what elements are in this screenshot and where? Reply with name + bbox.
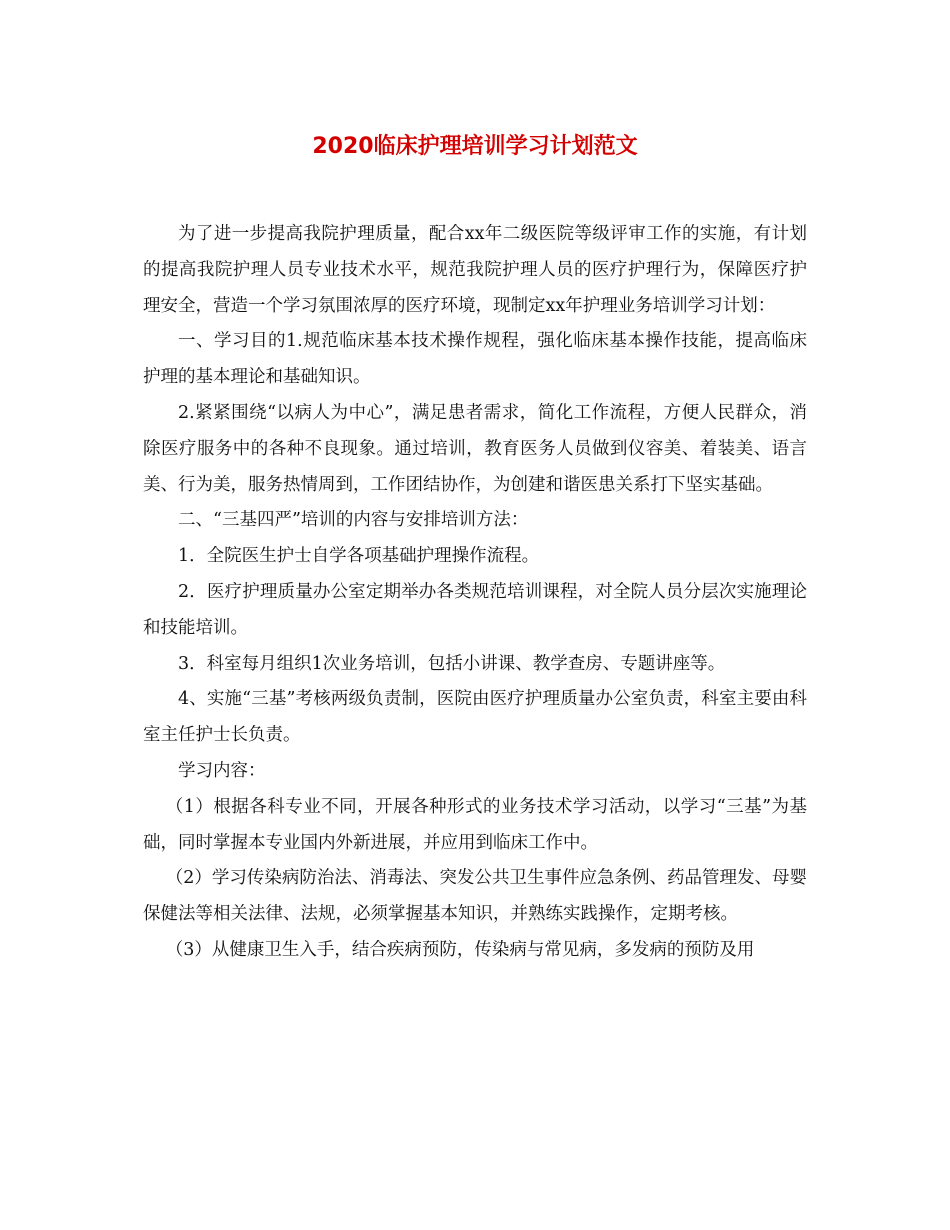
paragraph-method-3: 3．科室每月组织1次业务培训，包括小讲课、教学查房、专题讲座等。 bbox=[178, 653, 726, 674]
paragraph-method-4: 4、实施“三基”考核两级负责制，医院由医疗护理质量办公室负责，科室主要由科室主任护士长负责。 bbox=[143, 689, 807, 746]
document-title: 2020临床护理培训学习计划范文 bbox=[312, 134, 638, 159]
paragraph-content-3: （3）从健康卫生入手，结合疾病预防，传染病与常见病，多发病的预防及用 bbox=[165, 939, 755, 960]
paragraph-content-1: （1）根据各科专业不同，开展各种形式的业务技术学习活动，以学习“三基”为基础，同时掌握本专业国内外新进展，并应用到临床工作中。 bbox=[143, 796, 807, 853]
paragraph-intro: 为了进一步提高我院护理质量，配合xx年二级医院等级评审工作的实施，有计划的提高我院护理人员专业技术水平，规范我院护理人员的医疗护理行为，保障医疗护理安全，营造一个学习氛围浓厚的医疗环境，现制定xx年护理业务培训学习计划： bbox=[143, 224, 807, 316]
paragraph-content-heading: 学习内容： bbox=[178, 760, 266, 781]
paragraph-method-1: 1．全院医生护士自学各项基础护理操作流程。 bbox=[178, 546, 540, 567]
paragraph-section-2: 二、“三基四严”培训的内容与安排培训方法： bbox=[178, 510, 529, 531]
paragraph-section-1-item-2: 2.紧紧围绕“以病人为中心”，满足患者需求，简化工作流程，方便人民群众，消除医疗服务中的各种不良现象。通过培训，教育医务人员做到仪容美、着装美、语言美、行为美，服务热情周到，工作团结协作，为创建和谐医患关系打下坚实基础。 bbox=[143, 402, 807, 495]
paragraph-content-2: （2）学习传染病防治法、消毒法、突发公共卫生事件应急条例、药品管理发、母婴保健法等相关法律、法规，必须掌握基本知识，并熟练实践操作，定期考核。 bbox=[143, 868, 807, 925]
paragraph-method-2: 2．医疗护理质量办公室定期举办各类规范培训课程，对全院人员分层次实施理论和技能培训。 bbox=[143, 581, 807, 638]
document-body bbox=[143, 217, 807, 969]
paragraph-section-1: 一、学习目的1.规范临床基本技术操作规程，强化临床基本操作技能，提高临床护理的基本理论和基础知识。 bbox=[143, 331, 807, 388]
